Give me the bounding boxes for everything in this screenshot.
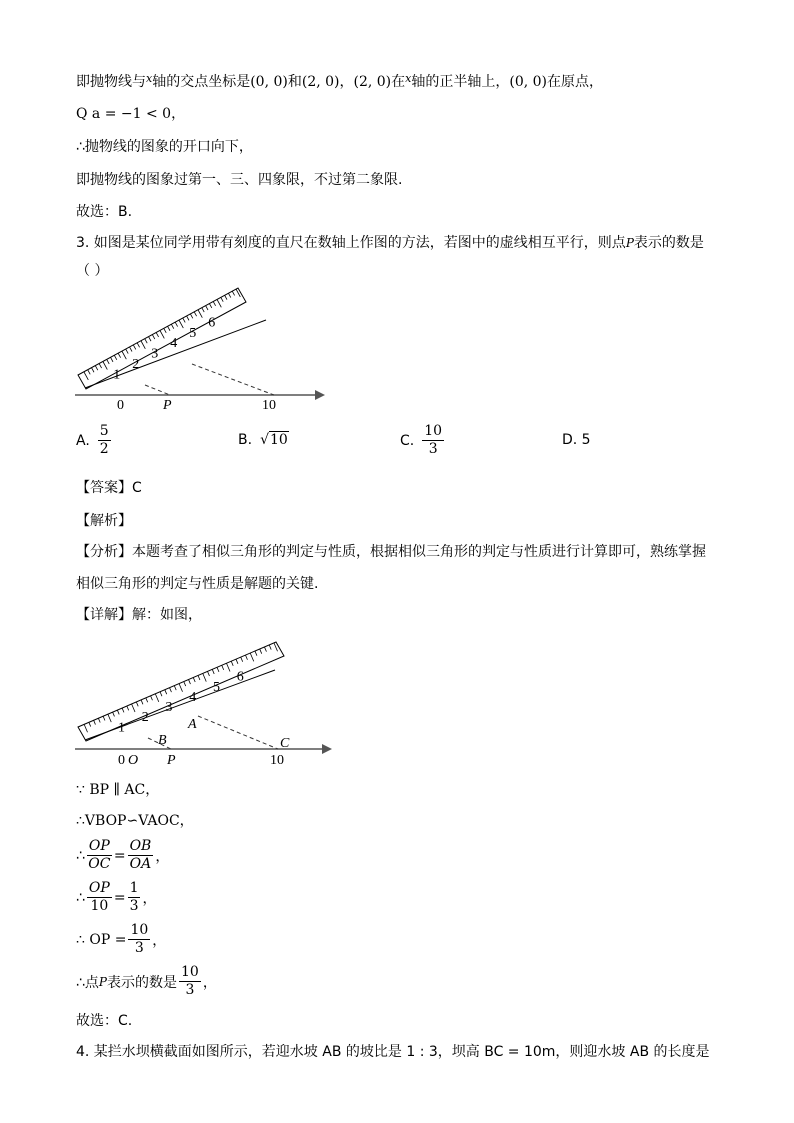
axis-label-0: 0 [117,398,124,413]
ruler2-tick [84,724,88,732]
axis-label-p: P [163,398,172,413]
ruler2-tick [122,708,124,713]
step-ratio-1: ∴ $\frac{OP}{OC}$ = $\frac{OB}{OA}$ ， [76,838,170,872]
dashed-line-1a [145,385,170,395]
ruler2-tick [165,690,167,695]
ruler2-tick [250,653,254,661]
ruler2-tick [127,706,129,711]
ruler2-number: 5 [212,679,220,695]
point-label-c: C [280,736,290,751]
step-parallel: ∵ BP ∥ AC， [76,782,160,798]
ruler1-tick [179,320,183,328]
ruler1-tick [92,368,94,372]
step-ratio-2: ∴ $\frac{OP}{10}$ = $\frac{1}{3}$ ， [76,880,157,914]
ruler1-tick [145,339,147,343]
ruler1-tick [141,341,145,349]
ruler2-tick [146,698,148,703]
ruler2-tick [222,665,224,670]
option-c[interactable]: C. $\frac{10}{3}$ [400,423,443,457]
fraction-op-oc: $\frac{OP}{OC}$ [88,838,111,872]
ruler2-tick [117,710,119,715]
ruler2-tick [174,686,176,691]
ruler1-tick [171,324,173,328]
question-3-stem: 3. 如图是某位同学用带有刻度的直尺在数轴上作图的方法，若图中的虚线相互平行，则点P表示的数是 [76,235,704,251]
axis2-label-p: P [167,753,176,768]
ruler1-tick [126,349,128,353]
ruler1-number: 6 [208,315,216,331]
ruler1-tick [217,299,221,307]
ruler2-number: 2 [141,710,149,726]
ruler2-tick [89,722,91,727]
ruler1-tick [168,326,170,330]
ruler2-tick [231,661,233,666]
fraction-ob-oa: $\frac{OB}{OA}$ [129,838,152,872]
option-c-fraction: $\frac{10}{3}$ [424,423,443,457]
ruler2-tick [246,655,248,660]
choice-c-line: 故选：C. [76,1013,133,1029]
axis2-label-0: 0 [118,753,125,768]
ruler2-tick [155,694,159,702]
ruler2-tick [203,673,207,681]
ruler1-tick [213,301,215,305]
ruler2-number: 3 [165,700,173,716]
ruler2-tick [260,649,262,654]
option-a-fraction: $\frac{5}{2}$ [99,423,109,457]
fenxi-line-1: 【分析】本题考查了相似三角形的判定与性质，根据相似三角形的判定与性质进行计算即可，熟练掌握 [76,544,706,560]
ruler-figure-2 [70,632,345,772]
ruler1-tick [122,351,126,359]
ruler1-tick [99,364,101,368]
option-b-sqrt: √10 [260,432,288,448]
opening-down-line: ∴抛物线的图象的开口向下， [76,139,253,155]
ruler1-tick [160,331,164,339]
ruler1-tick [88,370,90,374]
ruler2-tick [189,679,191,684]
ruler1-tick [225,295,227,299]
axis-label-10: 10 [262,398,276,413]
ruler2-tick [132,704,136,712]
ruler1-tick [232,291,234,295]
ruler1-tick [118,353,120,357]
ruler1-tick [84,372,88,380]
ruler1-tick [175,322,177,326]
detail-line: 【详解】解：如图， [76,607,202,623]
ruler2-tick [136,702,138,707]
ruler2-tick [98,718,100,723]
step-op-value: ∴ OP = $\frac{10}{3}$ ， [76,922,167,956]
ruler1-tick [149,337,151,341]
ruler1-tick [114,355,116,359]
fraction-op-10: $\frac{OP}{10}$ [88,880,110,914]
ruler1-tick [228,293,230,297]
ruler-figure-1 [70,280,340,415]
ruler2-tick [269,645,271,650]
ruler2-tick [193,677,195,682]
fraction-1-3: $\frac{1}{3}$ [129,880,139,914]
quadrant-line: 即抛物线的图象过第一、三、四象限，不过第二象限. [76,172,403,188]
answer-paren: （ ） [76,263,109,279]
fraction-10-3-b: $\frac{10}{3}$ [181,964,199,998]
option-a[interactable]: A. $\frac{5}{2}$ [76,423,109,457]
ruler2-tick [217,667,219,672]
ruler1-tick [206,306,208,310]
ruler1-tick [152,335,154,339]
ruler2-tick [198,675,200,680]
choice-b-line: 故选：B. [76,204,133,220]
axis2-label-o: O [128,753,139,768]
ruler1-tick [187,316,189,320]
step-conclusion: ∴点 P 表示的数是 $\frac{10}{3}$ ， [76,964,217,998]
ruler2-number: 6 [236,669,244,685]
ruler2-number: 1 [117,720,125,736]
ruler1-tick [164,328,166,332]
point-label-a: A [188,717,197,732]
ruler1-tick [183,318,185,322]
ruler2-tick [160,692,162,697]
intersection-line: 即抛物线与$^x$轴的交点坐标是(0, 0)和(2, 0)，(2, 0)在$^x$轴的正半轴上，(0, 0)在原点， [76,72,603,90]
fenxi-line-2: 相似三角形的判定与性质是解题的关键. [76,576,319,592]
ruler2-tick [241,657,243,662]
answer-line: 【答案】C [76,480,142,496]
ruler1-tick [198,310,202,318]
ruler1-tick [209,304,211,308]
ruler2-tick [179,684,183,692]
analysis-tag: 【解析】 [76,513,132,529]
ruler1-tick [221,297,223,301]
ruler1-number: 5 [189,325,197,341]
ruler2-tick [236,659,238,664]
axis2-label-10: 10 [270,753,284,768]
ruler1-tick [107,360,109,364]
ruler1-number: 1 [113,367,121,383]
ruler1-tick [202,308,204,312]
ruler1-tick [130,347,132,351]
dashed-ac [198,716,278,749]
axis-arrow-1 [315,390,325,400]
ruler1-number: 2 [132,356,140,372]
axis-arrow-2 [322,744,332,754]
ruler1-tick [156,333,158,337]
ruler2-tick [141,700,143,705]
ruler2-tick [212,669,214,674]
ruler2-tick [113,712,115,717]
ruler2-tick [208,671,210,676]
question-4-stem: 4. 某拦水坝横截面如图所示，若迎水坡 AB 的坡比是 1 : 3，坝高 BC = 10m，则迎水坡 AB 的长度是 [76,1044,710,1060]
point-label-b: B [158,733,167,748]
ruler2-tick [103,716,105,721]
step-similar: ∴VBOP∽VAOC， [76,813,194,829]
fraction-10-3-a: $\frac{10}{3}$ [130,922,149,956]
option-b[interactable]: B. √10 [238,432,288,448]
dashed-line-1b [192,364,274,395]
ruler2-tick [108,714,112,722]
ruler2-tick [255,651,257,656]
ruler1-number: 3 [151,346,159,362]
ruler2-number: 4 [189,689,197,705]
ruler1-tick [194,312,196,316]
ruler2-tick [184,681,186,686]
ruler1-number: 4 [170,336,178,352]
ruler1-tick [111,357,113,361]
ruler1-tick [137,343,139,347]
ruler2-tick [227,663,231,671]
ruler2-tick [94,720,96,725]
ruler1-tick [133,345,135,349]
ruler2-tick [170,688,172,693]
ruler2-tick [151,696,153,701]
ruler-2 [78,642,284,741]
ruler1-tick [190,314,192,318]
a-negative-line: Q a = −1 < 0， [76,106,186,122]
option-d[interactable]: D. 5 [562,432,591,448]
ruler1-tick [103,362,107,370]
ruler2-tick [265,647,267,652]
ruler1-tick [95,366,97,370]
